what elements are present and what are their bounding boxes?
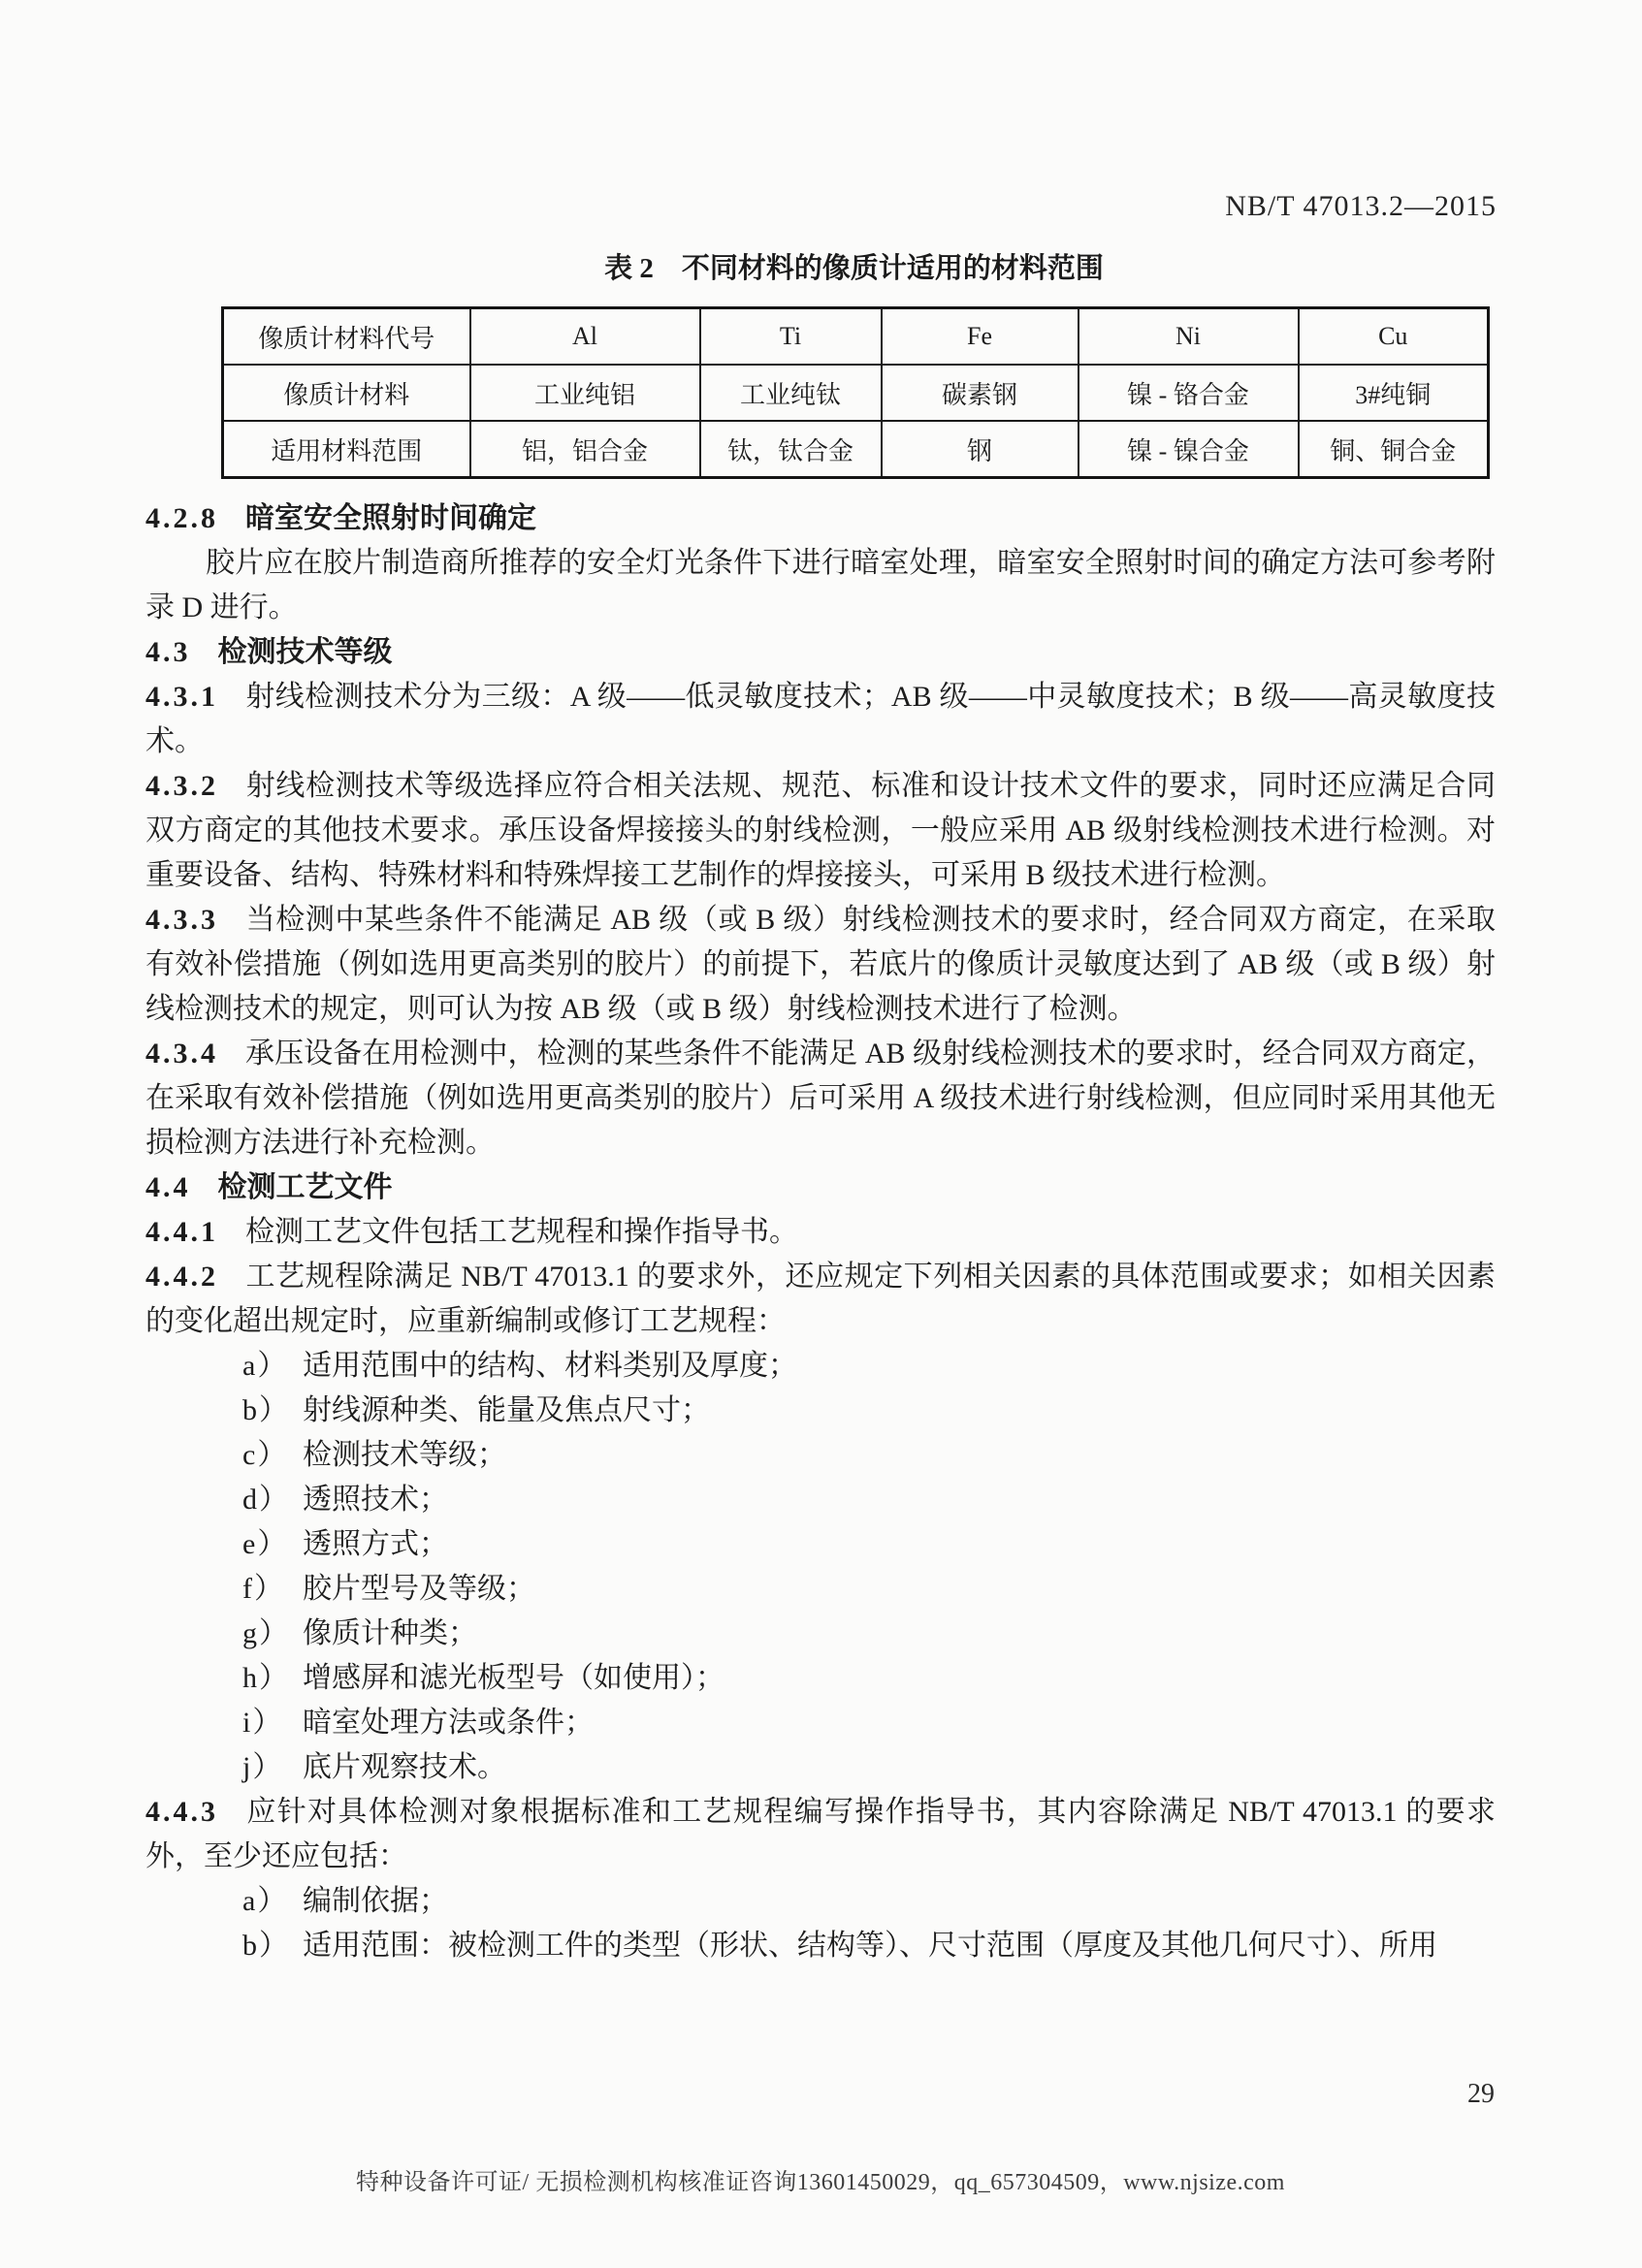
clause-number: 4.3.3 <box>145 904 218 936</box>
list-item <box>145 1701 1496 1745</box>
table-cell: Fe <box>882 308 1079 366</box>
clause-number: 4.3.1 <box>145 681 218 713</box>
item-marker: g） <box>242 1617 290 1649</box>
table-cell: 工业纯铝 <box>470 365 700 421</box>
table-cell: 铜、铜合金 <box>1299 421 1489 478</box>
clause-text: 工艺规程除满足 NB/T 47013.1 的要求外，还应规定下列相关因素的具体范围或要求；如相关因素的变化超出规定时，应重新编制或修订工艺规程： <box>145 1261 1496 1337</box>
clause-number: 4.4 <box>145 1171 191 1203</box>
clause-text: 射线检测技术分为三级：A 级——低灵敏度技术；AB 级——中灵敏度技术；B 级——高灵敏度技术。 <box>145 681 1496 757</box>
item-text: 适用范围中的结构、材料类别及厚度； <box>303 1350 797 1382</box>
body-paragraph: 胶片应在胶片制造商所推荐的安全灯光条件下进行暗室处理，暗室安全照射时间的确定方法可参考附录 D 进行。 <box>145 547 1496 623</box>
section-heading <box>145 1166 1496 1210</box>
clause-number: 4.3.2 <box>145 770 218 802</box>
item-marker: h） <box>242 1662 290 1694</box>
clause-text: 射线检测技术等级选择应符合相关法规、规范、标准和设计技术文件的要求，同时还应满足合同双方商定的其他技术要求。承压设备焊接接头的射线检测，一般应采用 AB 级射线检测技术进行检测。对重要设备、结构、特殊材料和特殊焊接工艺制作的焊接接头，可采用 B 级技术进行检测。 <box>145 770 1496 891</box>
clause-number: 4.4.2 <box>145 1261 218 1293</box>
clause-number: 4.3.4 <box>145 1038 218 1070</box>
item-text: 底片观察技术。 <box>303 1751 506 1783</box>
item-text: 检测技术等级； <box>303 1439 506 1471</box>
clause-number: 4.2.8 <box>145 502 218 534</box>
clause-text: 当检测中某些条件不能满足 AB 级（或 B 级）射线检测技术的要求时，经合同双方商定，在采取有效补偿措施（例如选用更高类别的胶片）的前提下，若底片的像质计灵敏度达到了 AB 级（或 B 级）射线检测技术的规定，则可认为按 AB 级（或 B 级）射线检测技术进行了检测。 <box>145 904 1496 1025</box>
item-text: 编制依据； <box>303 1885 448 1917</box>
item-marker: b） <box>242 1930 290 1962</box>
list-item <box>145 1612 1496 1656</box>
item-text: 像质计种类； <box>303 1617 477 1649</box>
list-item <box>145 1478 1496 1522</box>
item-marker: a） <box>242 1885 289 1917</box>
table-row <box>223 365 1489 421</box>
table-row <box>223 421 1489 478</box>
clause-text: 承压设备在用检测中，检测的某些条件不能满足 AB 级射线检测技术的要求时，经合同双方商定，在采取有效补偿措施（例如选用更高类别的胶片）后可采用 A 级技术进行射线检测，但应同时采用其他无损检测方法进行补充检测。 <box>145 1038 1496 1159</box>
table-row <box>223 308 1489 366</box>
iqi-material-table <box>221 306 1490 479</box>
item-marker: e） <box>242 1528 289 1560</box>
table-cell: 碳素钢 <box>882 365 1079 421</box>
clause-paragraph <box>145 675 1496 764</box>
document-body <box>145 496 1496 1968</box>
list-item <box>145 1567 1496 1612</box>
table-cell: 工业纯钛 <box>700 365 882 421</box>
item-marker: d） <box>242 1484 290 1516</box>
item-text: 胶片型号及等级； <box>303 1573 535 1605</box>
clause-number: 4.4.1 <box>145 1216 218 1248</box>
clause-paragraph <box>145 1790 1496 1879</box>
list-item <box>145 1879 1496 1924</box>
table-cell: 钢 <box>882 421 1079 478</box>
table-cell: Ni <box>1079 308 1299 366</box>
footer-watermark: 特种设备许可证/ 无损检测机构核准证咨询13601450029，qq_657304509，www.njsize.com <box>356 2170 1285 2195</box>
table-cell: 像质计材料代号 <box>223 308 470 366</box>
clause-paragraph <box>145 898 1496 1032</box>
doc-standard-code: NB/T 47013.2—2015 <box>1225 190 1497 222</box>
item-marker: c） <box>242 1439 289 1471</box>
clause-text: 检测工艺文件包括工艺规程和操作指导书。 <box>245 1216 798 1248</box>
list-item <box>145 1656 1496 1701</box>
table-cell: 镍 - 铬合金 <box>1079 365 1299 421</box>
clause-text: 暗室安全照射时间确定 <box>245 502 536 534</box>
item-marker: a） <box>242 1350 289 1382</box>
list-item <box>145 1433 1496 1478</box>
table-cell: Ti <box>700 308 882 366</box>
item-text: 透照方式； <box>303 1528 448 1560</box>
item-text: 透照技术； <box>303 1484 448 1516</box>
table-cell: 铝，铝合金 <box>470 421 700 478</box>
item-text: 增感屏和滤光板型号（如使用）； <box>303 1662 724 1694</box>
section-heading <box>145 496 1496 541</box>
table-cell: 适用材料范围 <box>223 421 470 478</box>
clause-paragraph <box>145 1255 1496 1344</box>
table-cell: Cu <box>1299 308 1489 366</box>
list-item <box>145 1745 1496 1790</box>
clause-text: 检测工艺文件 <box>217 1171 393 1203</box>
clause-number: 4.3 <box>145 636 191 668</box>
list-item <box>145 1344 1496 1389</box>
item-marker: b） <box>242 1394 290 1426</box>
list-item <box>145 1924 1496 1968</box>
iqi-table-body <box>223 308 1489 478</box>
table-cell: 像质计材料 <box>223 365 470 421</box>
item-text: 暗室处理方法或条件； <box>303 1707 594 1739</box>
section-heading <box>145 630 1496 675</box>
item-marker: j） <box>242 1751 284 1783</box>
table-cell: Al <box>470 308 700 366</box>
item-marker: f） <box>242 1573 285 1605</box>
list-item <box>145 1522 1496 1567</box>
clause-paragraph <box>145 1210 1496 1255</box>
page-number: 29 <box>1467 2079 1495 2109</box>
clause-number: 4.4.3 <box>145 1796 218 1828</box>
clause-paragraph <box>145 764 1496 898</box>
clause-text: 检测技术等级 <box>217 636 393 668</box>
item-marker: i） <box>242 1707 284 1739</box>
clause-text: 应针对具体检测对象根据标准和工艺规程编写操作指导书，其内容除满足 NB/T 47013.1 的要求外，至少还应包括： <box>145 1796 1496 1872</box>
table-cell: 镍 - 镍合金 <box>1079 421 1299 478</box>
item-text: 射线源种类、能量及焦点尺寸； <box>303 1394 710 1426</box>
item-text: 适用范围：被检测工件的类型（形状、结构等）、尺寸范围（厚度及其他几何尺寸）、所用 <box>303 1930 1437 1962</box>
clause-paragraph <box>145 1032 1496 1166</box>
list-item <box>145 1389 1496 1433</box>
table-title: 表 2 不同材料的像质计适用的材料范围 <box>604 253 1104 284</box>
table-cell: 3#纯铜 <box>1299 365 1489 421</box>
table-cell: 钛，钛合金 <box>700 421 882 478</box>
